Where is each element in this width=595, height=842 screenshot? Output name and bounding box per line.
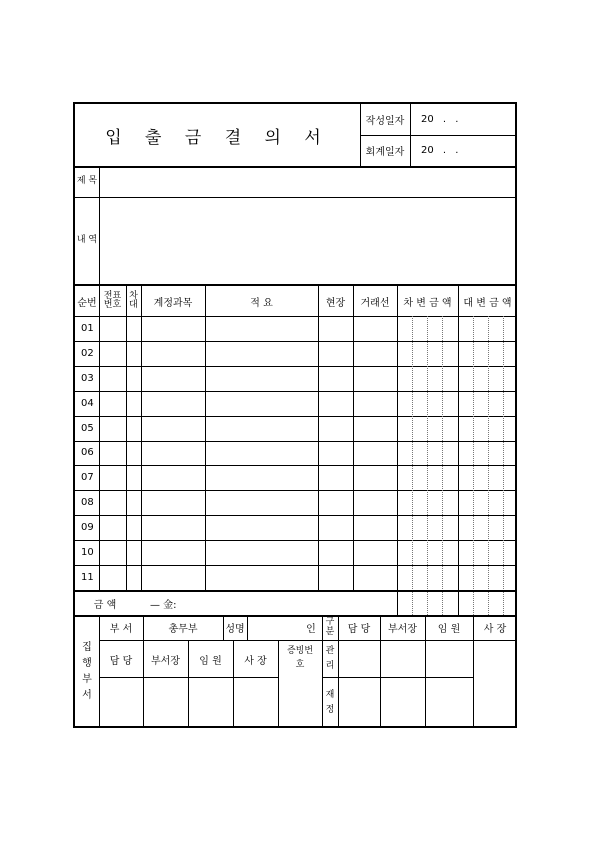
details-label: 내 역 (76, 234, 98, 245)
amount-value: — 金: (150, 599, 177, 611)
dept-label: 부 서 (109, 624, 133, 635)
amount-label: 금 액 (93, 599, 117, 611)
resolution-form (73, 102, 517, 728)
exec-approver-4-label: 사 장 (244, 655, 267, 667)
finance-sign-box-1[interactable] (339, 678, 379, 727)
row-number: 05 (81, 422, 94, 434)
execution-dept-label: 집행부서 (82, 641, 92, 701)
exec-approver-3-sign-box[interactable] (189, 667, 232, 727)
mgmt-sign-box-3[interactable] (426, 641, 472, 676)
exec-approver-4-sign-box[interactable] (234, 667, 277, 727)
header-voucher-no: 전표번호 (103, 290, 122, 310)
accounting-date-label: 회계일자 (365, 147, 405, 158)
row-number: 01 (81, 322, 94, 334)
header-memo: 적 요 (250, 297, 273, 309)
created-date-value: 20 . . (421, 114, 459, 125)
accounting-date-value: 20 . . (421, 145, 459, 156)
row-number: 10 (81, 547, 94, 559)
mgmt-sign-box-2[interactable] (381, 641, 424, 676)
header-seq: 순번 (77, 297, 97, 309)
details-field[interactable] (100, 198, 517, 283)
seal-label: 인 (306, 624, 316, 635)
mgmt-label: 관리 (325, 646, 335, 671)
mgmt-approver-4-label: 사 장 (483, 624, 507, 635)
row-number: 09 (81, 522, 94, 534)
row-number: 07 (81, 472, 94, 484)
subject-label: 제 목 (76, 175, 98, 186)
header-dr-cr: 차대 (129, 290, 138, 310)
row-number: 06 (81, 447, 94, 459)
exec-approver-1-label: 담 당 (109, 655, 133, 667)
row-number: 11 (81, 571, 94, 583)
dept-value: 총무부 (168, 624, 198, 635)
name-field[interactable] (248, 616, 308, 639)
mgmt-sign-box-1[interactable] (339, 641, 379, 676)
mgmt-approver-3-label: 임 원 (437, 624, 461, 635)
subject-field[interactable] (100, 167, 517, 197)
header-credit: 대 변 금 액 (463, 297, 512, 309)
row-number: 08 (81, 497, 94, 509)
header-account: 계정과목 (153, 297, 193, 309)
exec-approver-2-label: 부서장 (151, 655, 180, 667)
evidence-no-label: 증빙번호 (286, 646, 314, 670)
row-number: 02 (81, 347, 94, 359)
exec-approver-3-label: 임 원 (199, 655, 222, 667)
exec-approver-2-sign-box[interactable] (144, 667, 187, 727)
name-label: 성명 (225, 624, 245, 635)
division-label: 구분 (325, 617, 335, 637)
mgmt-approver-2-label: 부서장 (388, 624, 417, 635)
row-number: 03 (81, 372, 94, 384)
exec-approver-1-sign-box[interactable] (100, 667, 142, 727)
header-debit: 차 변 금 액 (403, 297, 452, 309)
created-date-label: 작성일자 (365, 116, 405, 127)
header-vendor: 거래선 (360, 297, 390, 309)
form-title: 입 출 금 결 의 서 (105, 127, 330, 148)
finance-sign-box-2[interactable] (381, 678, 424, 727)
row-number: 04 (81, 397, 94, 409)
president-sign-box[interactable] (474, 641, 517, 727)
header-site: 현장 (325, 297, 346, 309)
finance-label: 재정 (325, 690, 335, 715)
finance-sign-box-3[interactable] (426, 678, 472, 727)
mgmt-approver-1-label: 담 당 (347, 624, 371, 635)
